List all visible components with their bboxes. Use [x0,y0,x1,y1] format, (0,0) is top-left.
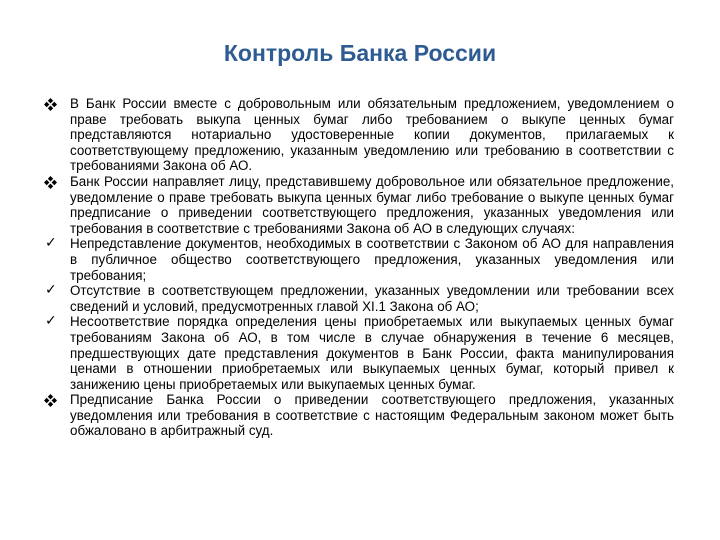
bullet-text: Предписание Банка России о приведении соответствующего предложения, указанных уведомления или требования в соответствие с настоящим Федеральным законом может быть обжаловано в арбитражный суд. [70,392,674,439]
bullet-list [44,96,674,439]
bullet-text: Отсутствие в соответствующем предложении, указанных уведомлении или требовании всех сведений и условий, предусмотренных главой XI.1 Закона об АО; [70,283,674,314]
four-diamond-bullet-icon [44,174,70,189]
page-title: Контроль Банка России [223,40,497,66]
bullet-item [44,236,674,283]
checkmark-bullet-icon: ✓ [45,235,57,252]
four-diamond-bullet-icon [44,96,70,111]
bullet-text: Банк России направляет лицу, представившему добровольное или обязательное предложение, уведомление о праве требовать выкупа ценных бумаг либо требование о выкупе ценных бумаг предписание о приведении соответствующего предложения, указанных уведомления или требования в соответствие с требованиями Закона об АО в следующих случаях: [70,173,674,236]
checkmark-bullet-icon: ✓ [45,313,57,330]
bullet-item [44,174,674,236]
checkmark-bullet-icon: ✓ [45,282,57,299]
bullet-item [44,283,674,314]
bullet-text: В Банк России вместе с добровольным или обязательным предложением, уведомлением о праве требовать выкупа ценных бумаг либо требованием о выкупе ценных бумаг представляются нотариально удостоверенные копии документов, прилагаемых к соответствующему предложению, указанным уведомлению или требованию в соответствии с требованиями Закона об АО. [70,96,674,174]
bullet-item [44,314,674,392]
bullet-text: Несоответствие порядка определения цены приобретаемых или выкупаемых ценных бумаг требованиям Закона об АО, в том числе в случае обнаружения в течение 6 месяцев, предшествующих дате представления документов в Банк России, факта манипулирования ценами в отношении приобретаемых или выкупаемых ценных бумаг, который привел к занижению цены приобретаемых или выкупаемых ценных бумаг. [70,314,674,392]
bullet-text: Непредставление документов, необходимых в соответствии с Законом об АО для направления в публичное общество соответствующего предложения, указанных уведомления или требования; [70,236,674,283]
bullet-item [44,392,674,439]
bullet-item [44,96,674,174]
four-diamond-bullet-icon [44,392,70,407]
